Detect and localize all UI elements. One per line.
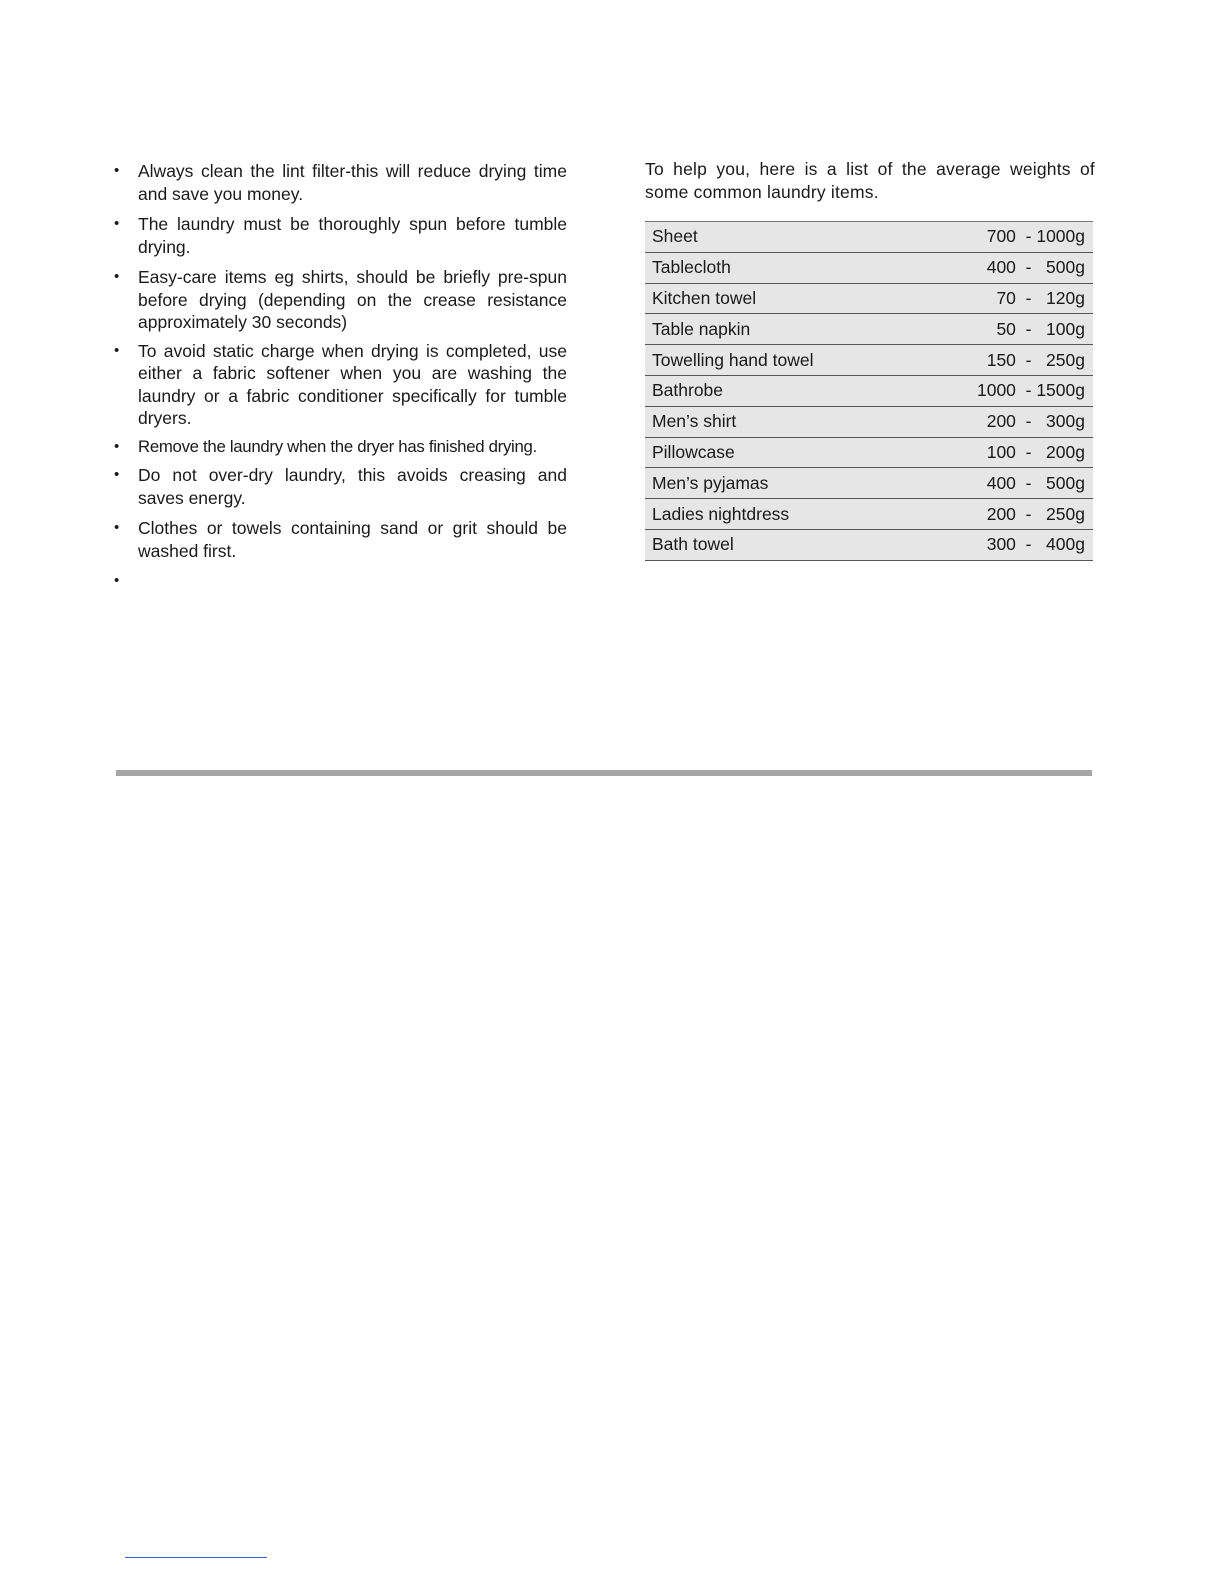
drying-tips-list xyxy=(112,160,567,592)
bullet-icon: • xyxy=(114,341,120,359)
tip-text: Do not over-dry laundry, this avoids creasing and saves energy. xyxy=(138,465,567,508)
table-row xyxy=(645,222,1093,253)
tip-text: Clothes or towels containing sand or grit should be washed first. xyxy=(138,518,567,561)
tip-text: Always clean the lint filter-this will reduce drying time and save you money. xyxy=(138,161,567,204)
tip-text: Remove the laundry when the dryer has finished drying. xyxy=(138,436,537,456)
item-weight-cell: 400 - 500g xyxy=(909,468,1093,499)
tip-item xyxy=(112,160,567,205)
item-weight-cell: 300 - 400g xyxy=(909,529,1093,560)
weights-intro: To help you, here is a list of the average weights of some common laundry items. xyxy=(645,159,1095,202)
table-row xyxy=(645,283,1093,314)
table-row xyxy=(645,252,1093,283)
tip-item xyxy=(112,436,567,459)
item-weight-cell: 400 - 500g xyxy=(909,252,1093,283)
table-row xyxy=(645,499,1093,530)
item-name-cell: Ladies nightdress xyxy=(645,499,909,530)
item-name-cell: Towelling hand towel xyxy=(645,345,909,376)
table-row xyxy=(645,406,1093,437)
item-name-cell: Men’s pyjamas xyxy=(645,468,909,499)
footer-link-underline xyxy=(125,1557,267,1558)
item-name-cell: Pillowcase xyxy=(645,437,909,468)
tip-text: Easy-care items eg shirts, should be briefly pre-spun before drying (depending on the crease resistance approximately 30 seconds) xyxy=(138,267,567,332)
table-row xyxy=(645,529,1093,560)
table-row xyxy=(645,437,1093,468)
table-row xyxy=(645,375,1093,406)
bullet-icon: • xyxy=(114,437,119,455)
drying-tips-column xyxy=(112,158,567,592)
laundry-weights-table xyxy=(645,221,1093,561)
tip-item xyxy=(112,464,567,509)
laundry-weights-column xyxy=(645,158,1095,561)
item-name-cell: Bathrobe xyxy=(645,375,909,406)
tip-item xyxy=(112,340,567,430)
item-weight-cell: 70 - 120g xyxy=(909,283,1093,314)
table-row xyxy=(645,345,1093,376)
table-row xyxy=(645,468,1093,499)
item-weight-cell: 150 - 250g xyxy=(909,345,1093,376)
item-weight-cell: 100 - 200g xyxy=(909,437,1093,468)
bullet-icon: • xyxy=(114,572,120,589)
table-row xyxy=(645,314,1093,345)
tip-item-empty xyxy=(112,570,567,592)
item-name-cell: Tablecloth xyxy=(645,252,909,283)
section-divider xyxy=(116,770,1092,776)
item-name-cell: Sheet xyxy=(645,222,909,253)
item-weight-cell: 700 - 1000g xyxy=(909,222,1093,253)
item-name-cell: Table napkin xyxy=(645,314,909,345)
item-weight-cell: 50 - 100g xyxy=(909,314,1093,345)
item-weight-cell: 1000 - 1500g xyxy=(909,375,1093,406)
item-weight-cell: 200 - 250g xyxy=(909,499,1093,530)
tip-text: The laundry must be thoroughly spun before tumble drying. xyxy=(138,214,567,257)
tip-text: To avoid static charge when drying is completed, use either a fabric softener when you are washing the laundry or a fabric conditioner specifically for tumble dryers. xyxy=(138,340,567,428)
bullet-icon: • xyxy=(114,215,120,232)
tip-item xyxy=(112,266,567,334)
item-weight-cell: 200 - 300g xyxy=(909,406,1093,437)
tip-item xyxy=(112,517,567,562)
item-name-cell: Men’s shirt xyxy=(645,406,909,437)
bullet-icon: • xyxy=(114,268,120,285)
bullet-icon: • xyxy=(114,519,120,536)
item-name-cell: Bath towel xyxy=(645,529,909,560)
tip-item xyxy=(112,213,567,258)
bullet-icon: • xyxy=(114,466,120,483)
bullet-icon: • xyxy=(114,162,120,179)
item-name-cell: Kitchen towel xyxy=(645,283,909,314)
